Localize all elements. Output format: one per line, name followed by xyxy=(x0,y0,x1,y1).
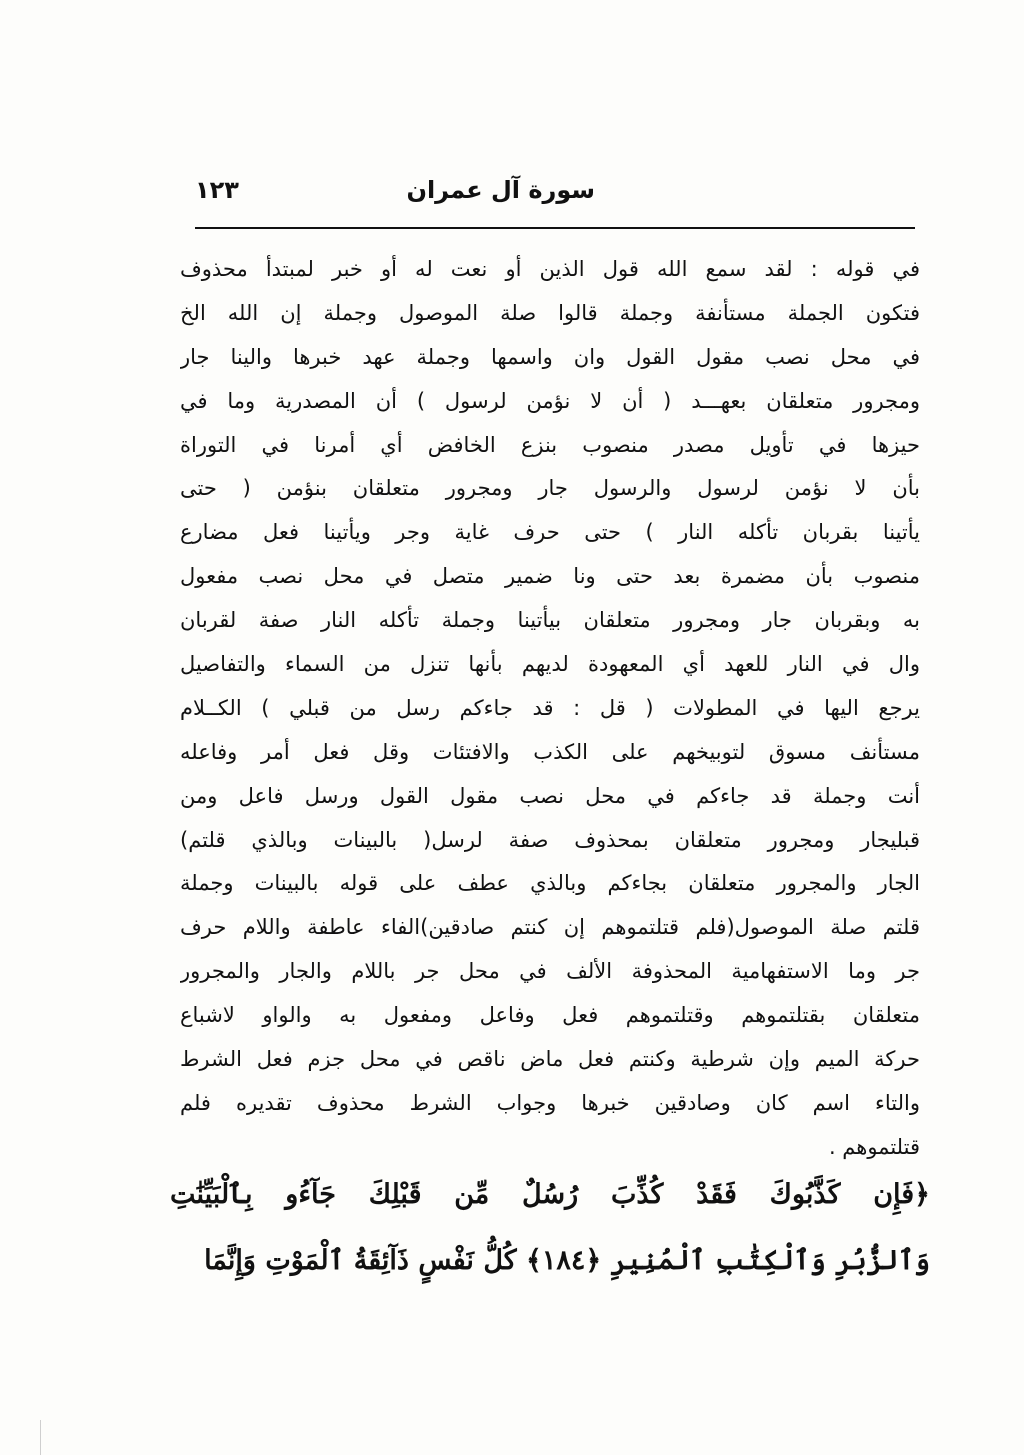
text-line: متعلقان بقتلتموهم وقتلتموهم فعل وفاعل ومفعول به والواو لاشباع xyxy=(180,1003,920,1028)
page-number: ١٢٣ xyxy=(195,176,239,204)
text-line: فتكون الجملة مستأنفة وجملة قالوا صلة الموصول وجملة إن الله الخ xyxy=(180,300,920,325)
text-line: أنت وجملة قد جاءكم في محل نصب مقول القول ورسل فاعل ومن xyxy=(180,783,920,808)
text-line: قتلتموهم . xyxy=(828,1134,920,1159)
verse-line: وَٱلزُّبُرِ وَٱلْكِتَٰبِ ٱلْمُنِيرِ ﴿١٨٤﴾ كُلُّ نَفْسٍ ذَآئِقَةُ ٱلْمَوْتِ وَإِنَّمَا xyxy=(204,1245,930,1276)
text-line: ومجرور متعلقان بعهـــد ( أن لا نؤمن لرسول ) أن المصدرية وما في xyxy=(180,388,920,413)
text-line: جر وما الاستفهامية المحذوفة الألف في محل جر باللام والجار والمجرور xyxy=(180,959,920,984)
text-line: قبليجار ومجرور متعلقان بمحذوف صفة لرسل( بالبينات وبالذي قلتم) xyxy=(180,827,920,852)
text-line: حركة الميم وإن شرطية وكنتم فعل ماض ناقص في محل جزم فعل الشرط xyxy=(180,1047,920,1072)
text-line: يأتينا بقربان تأكله النار ) حتى حرف غاية وجر ويأتينا فعل مضارع xyxy=(180,520,920,545)
text-line: والتاء اسم كان وصادقين خبرها وجواب الشرط محذوف تقديره فلم xyxy=(180,1090,920,1115)
quran-verse xyxy=(170,1162,930,1294)
page-header xyxy=(195,172,915,212)
text-line: منصوب بأن مضمرة بعد حتى ونا ضمير متصل في محل نصب مفعول xyxy=(180,564,920,589)
text-line: قلتم صلة الموصول(فلم قتلتموهم إن كنتم صادقين)الفاء عاطفة واللام حرف xyxy=(180,915,920,940)
text-line: في قوله : لقد سمع الله قول الذين أو نعت له أو خبر لمبتدأ محذوف xyxy=(180,257,920,281)
text-line: حيزها في تأويل مصدر منصوب بنزع الخافض أي أمرنا في التوراة xyxy=(180,432,920,457)
scan-edge-mark xyxy=(40,1420,41,1455)
verse-line: ﴿فَإِن كَذَّبُوكَ فَقَدْ كُذِّبَ رُسُلٌ مِّن قَبْلِكَ جَآءُو بِٱلْبَيِّنَٰتِ xyxy=(170,1179,930,1210)
text-line: وال في النار للعهد أي المعهودة لديهم بأنها تنزل من السماء والتفاصيل xyxy=(180,652,920,677)
text-line: مستأنف مسوق لتوبيخهم على الكذب والافتئات وقل فعل أمر وفاعله xyxy=(180,739,920,764)
text-line: يرجع اليها في المطولات ( قل : قد جاءكم رسل من قبلي ) الكــلام xyxy=(180,695,920,720)
surah-title: سورة آل عمران xyxy=(406,176,595,204)
text-line: الجار والمجرور متعلقان بجاءكم وبالذي عطف على قوله بالبينات وجملة xyxy=(180,871,920,896)
text-line: في محل نصب مقول القول وان واسمها وجملة عهد خبرها والينا جار xyxy=(180,344,920,369)
header-divider xyxy=(195,227,915,229)
commentary-text xyxy=(180,248,920,1170)
text-line: به وبقربان جار ومجرور متعلقان بيأتينا وجملة تأكله النار صفة لقربان xyxy=(180,608,920,633)
text-line: بأن لا نؤمن لرسول والرسول جار ومجرور متعلقان بنؤمن ( حتى xyxy=(180,476,920,501)
